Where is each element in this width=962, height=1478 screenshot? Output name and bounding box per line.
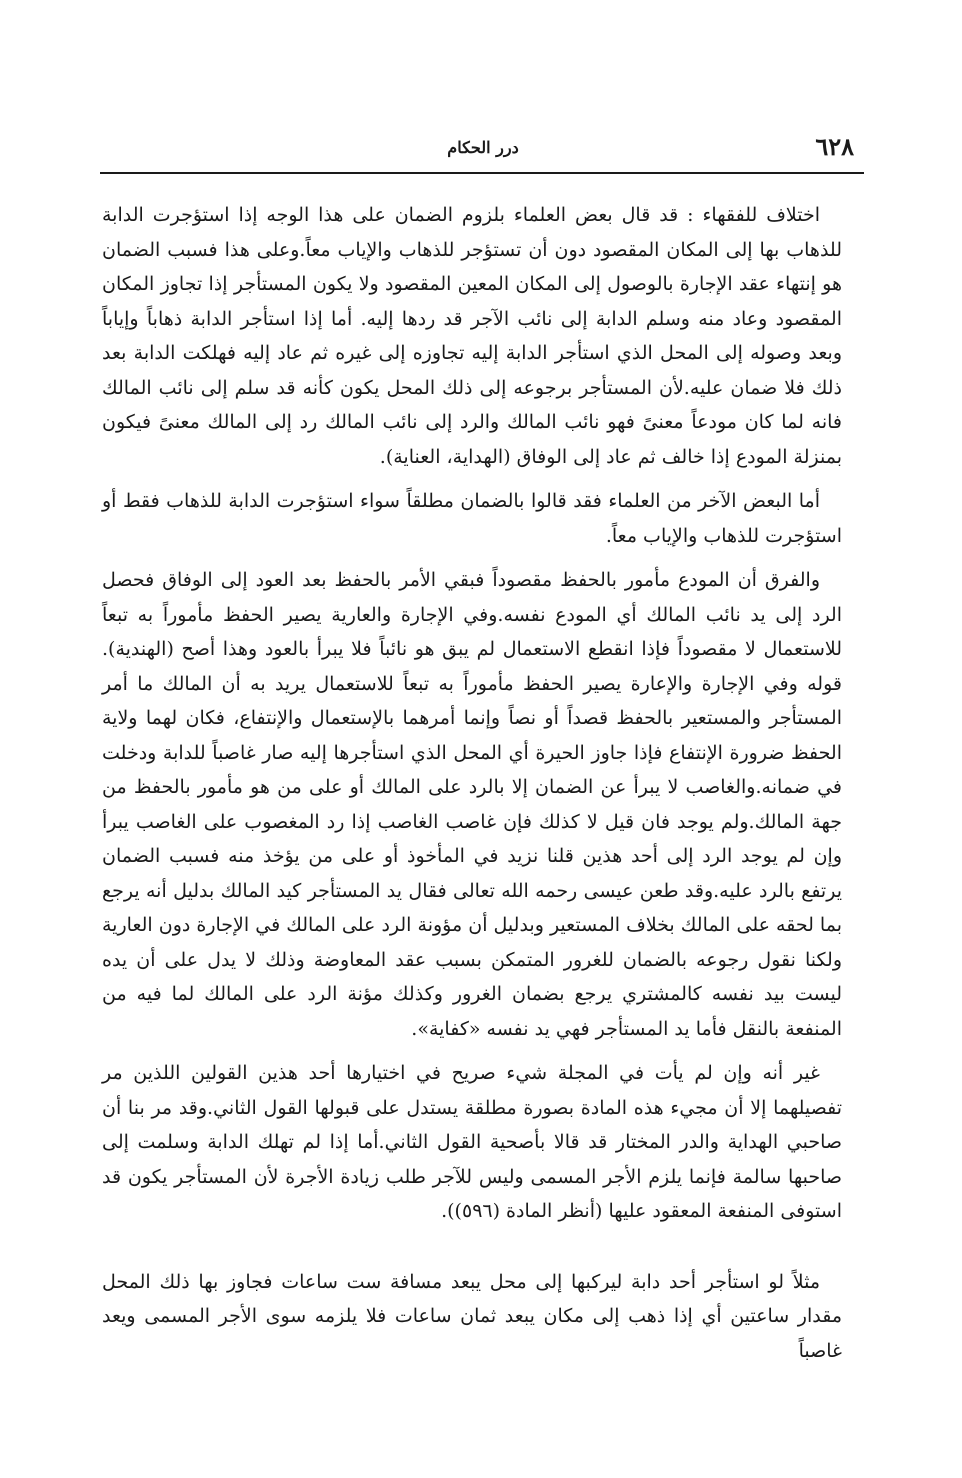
paragraph-jurists-disagreement: اختلاف للفقهاء : قد قال بعض العلماء بلزوم الضمان على هذا الوجه إذا استؤجرت الدابة للذهاب بها إلى المكان المقصود دون أن تستؤجر للذهاب والإياب معاً.وعلى هذا فسبب الضمان هو إنتهاء عقد الإجارة بالوصول إلى المكان المعين المقصود ولا يكون المستأجر إذا تجاوز المكان المقصود وعاد منه وسلم الدابة إلى نائب الآجر قد ردها إليه. أما إذا استأجر الدابة ذهاباً وإياباً وبعد وصوله إلى المحل الذي استأجر الدابة إليه تجاوزه إلى غيره ثم عاد إليه فهلكت الدابة بعد ذلك فلا ضمان عليه.لأن المستأجر برجوعه إلى ذلك المحل يكون كأنه قد سلم إلى نائب المالك فانه لما كان مودعاً معنىً فهو نائب المالك والرد إلى نائب المالك رد إلى المالك معنىً فيكون بمنزلة المودع إذا خالف ثم عاد إلى الوفاق (الهداية، العناية). (102, 204, 842, 468)
running-title: درر الحكام (447, 138, 519, 157)
page-header (102, 128, 864, 168)
paragraph-example: مثلاً لو استأجر أحد دابة ليركبها إلى محل يبعد مسافة ست ساعات فجاوز بها ذلك المحل مقدار ساعتين أي إذا ذهب إلى مكان يبعد ثمان ساعات فلا يلزمه سوى الأجر المسمى ويعد غاصباً (102, 1270, 842, 1362)
paragraph-difference-explanation: والفرق أن المودع مأمور بالحفظ مقصوداً فبقي الأمر بالحفظ بعد العود إلى الوفاق فحصل الرد إلى يد نائب المالك أي المودع نفسه.وفي الإجارة والعارية يصير الحفظ مأموراً به تبعاً للاستعمال لا مقصوداً فإذا انقطع الاستعمال لم يبق هو نائباً فلا يبرأ بالعود وهذا أصح (الهندية). قوله وفي الإجارة والإعارة يصير الحفظ مأموراً به تبعاً للاستعمال يريد به أن المالك ما أمر المستأجر والمستعير بالحفظ قصداً أو نصاً وإنما أمرهما بالإستعمال والإنتفاع، فكان لهما ولاية الحفظ ضرورة الإنتفاع فإذا جاوز الحيرة أي المحل الذي استأجرها إليه صار غاصباً للدابة ودخلت في ضمانه.والغاصب لا يبرأ عن الضمان إلا بالرد على المالك أو على من هو مأمور بالحفظ من جهة المالك.ولم يوجد فان قيل لا كذلك فإن غاصب الغاصب إذا رد المغصوب على الغاصب يبرأ وإن لم يوجد الرد إلى أحد هذين قلنا نزيد في المأخوذ أو على من يؤخذ منه فسبب الضمان يرتفع بالرد عليه.وقد طعن عيسى رحمه الله تعالى فقال يد المستأجر كيد المالك بدليل أنه يرجع بما لحقه على المالك بخلاف المستعير وبدليل أن مؤونة الرد على المالك في الإجارة دون العارية ولكنا نقول رجوعه بالضمان للغرور المتمكن بسبب عقد المعاوضة وذلك لا يدل على أن يده ليست بيد نفسه كالمشتري يرجع بضمان الغرور وكذلك مؤنة الرد على المالك لما فيه من المنفعة بالنقل فأما يد المستأجر فهي يد نفسه «كفاية». (102, 569, 842, 1040)
page-number: ٦٢٨ (815, 132, 854, 161)
page-body (102, 198, 842, 1368)
header-divider (100, 172, 864, 174)
paragraph-majalla-position: غير أنه وإن لم يأت في المجلة شيء صريح في اختيارها أحد هذين القولين اللذين مر تفصيلهما إلا أن مجيء هذه المادة بصورة مطلقة يستدل على قبولها القول الثاني.وقد مر بنا أن صاحبي الهداية والدر المختار قد قالا بأصحية القول الثاني.أما إذا لم تهلك الدابة وسلمت إلى صاحبها سالمة فإنما يلزم الأجر المسمى وليس للآجر طلب زيادة الأجرة لأن المستأجر يكون قد استوفى المنفعة المعقود عليها (أنظر المادة (٥٩٦)). (102, 1062, 843, 1222)
paragraph-other-scholars: أما البعض الآخر من العلماء فقد قالوا بالضمان مطلقاً سواء استؤجرت الدابة للذهاب فقط أو استؤجرت للذهاب والإياب معاً. (102, 490, 842, 547)
